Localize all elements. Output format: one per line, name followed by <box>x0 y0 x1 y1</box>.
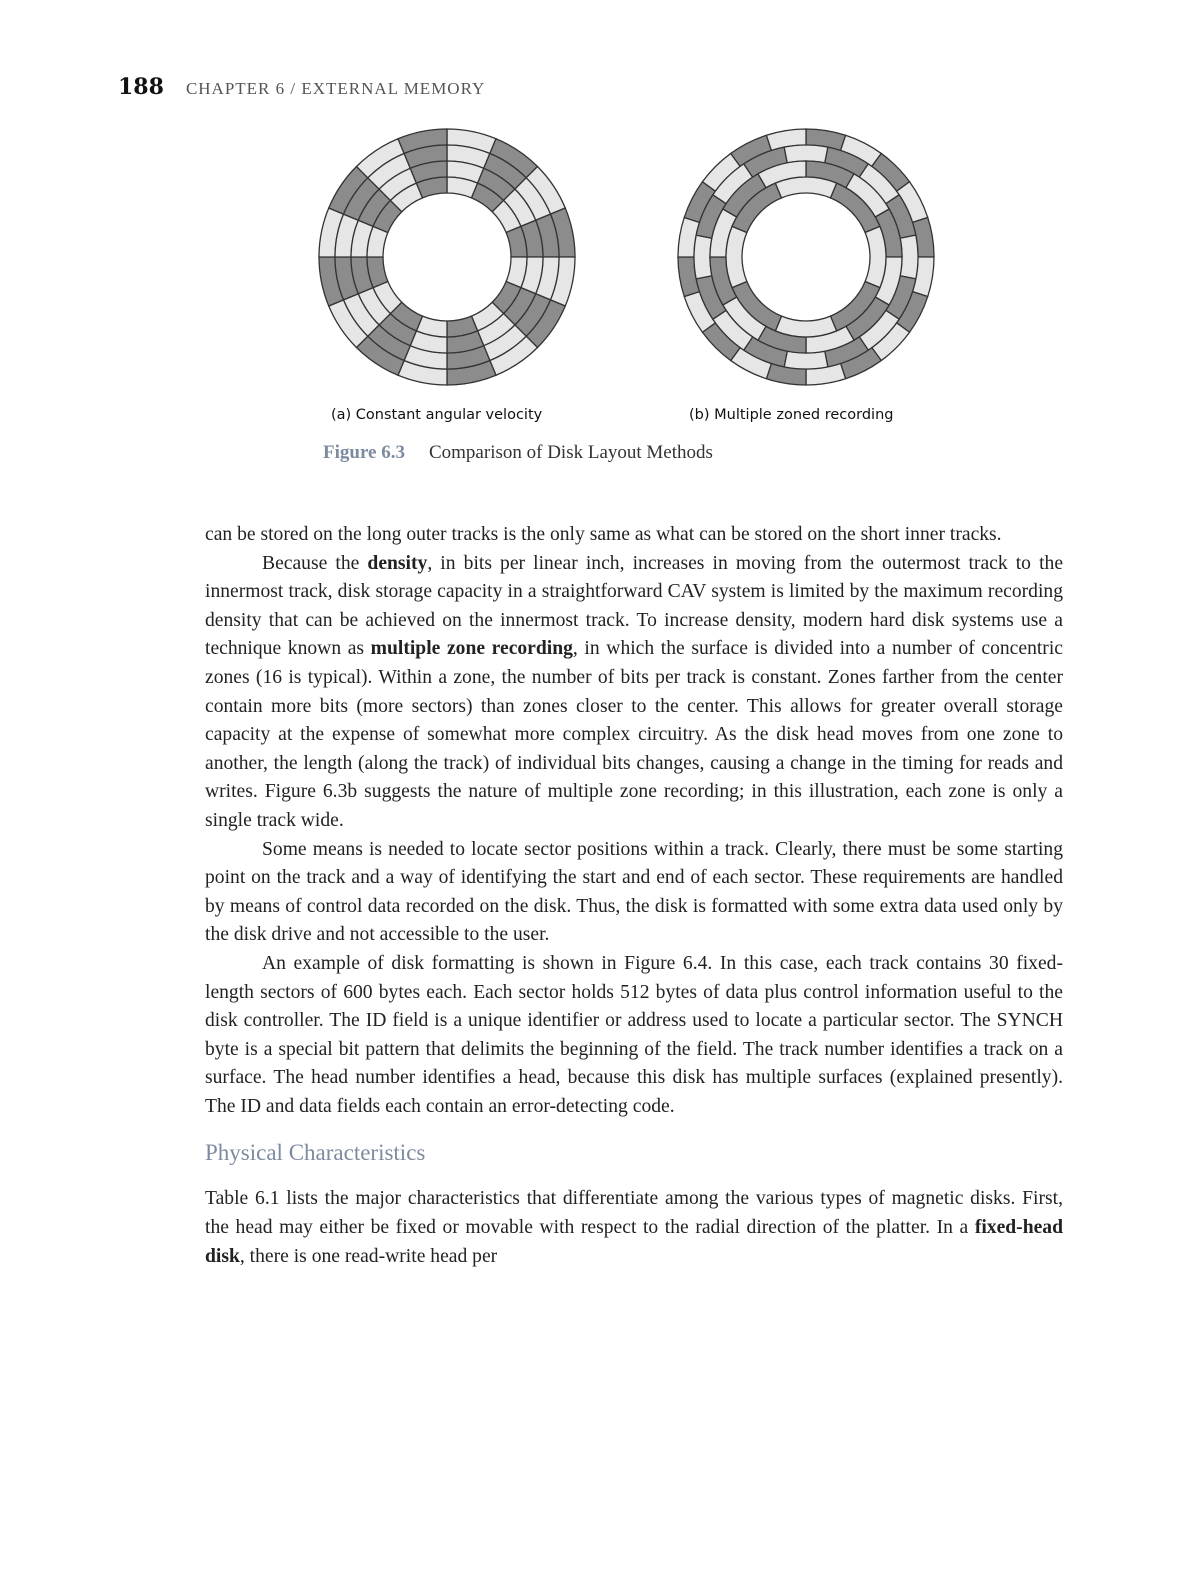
paragraph-2-start: Because the <box>262 552 368 574</box>
zoned-sector <box>784 145 828 163</box>
paragraph-5-start: Table 6.1 lists the major characteristics that differentiate among the various types of magnetic disks. First, the head may either be fixed or movable with respect to the radial direction of the platter. In a <box>205 1188 1063 1239</box>
term-density: density <box>367 552 428 574</box>
zoned-sector <box>726 226 747 287</box>
paragraph-5-end: , there is one read-write head per <box>239 1245 498 1267</box>
paragraph-2-end: , in which the surface is divided into a number of concentric zones (16 is typical). Within a zone, the number of bits per track is constant. Zones farther from the center contain more bits (more sectors) than zones closer to the center. This allows for greater overall storage capacity at the expense of somewhat more complex circuitry. As the disk head moves from one zone to another, the length (along the track) of individual bits changes, causing a change in the timing for reads and writes. Figure 6.3b suggests the nature of multiple zone recording; in this illustration, each zone is only a single track wide. <box>205 638 1063 831</box>
paragraph-1: can be stored on the long outer tracks is the only same as what can be stored on the short inner tracks. <box>205 524 1002 545</box>
zoned-sector <box>865 226 886 287</box>
zoned-sector <box>900 235 918 279</box>
page-number: 188 <box>118 74 164 100</box>
paragraph-4: An example of disk formatting is shown in Figure 6.4. In this case, each track contains 30 fixed-length sectors of 600 bytes each. Each sector holds 512 bytes of data plus control information useful to the disk controller. The ID field is a unique identifier or address used to locate a particular sector. The SYNCH byte is a special bit pattern that delimits the beginning of the field. The track number identifies a track on a surface. The head number identifies a head, because this disk has multiple surfaces (explained presently). The ID and data fields each contain an error-detecting code. <box>205 952 1063 1117</box>
chapter-title: CHAPTER 6 / EXTERNAL MEMORY <box>185 79 486 98</box>
zoned-sector <box>775 316 836 337</box>
zoned-sector <box>775 177 836 198</box>
figure-caption <box>323 442 713 464</box>
figure-label-b: (b) Multiple zoned recording <box>689 407 894 423</box>
figure-number: Figure 6.3 <box>323 442 405 463</box>
figure-6-3 <box>0 0 1200 480</box>
paragraph-5 <box>205 1185 1063 1271</box>
term-fixed-head-disk: fixed-head disk <box>205 1217 1063 1267</box>
figure-label-a: (a) Constant angular velocity <box>331 407 543 423</box>
paragraph-2-middle: , in bits per linear inch, increases in moving from the outermost track to the innermost track, disk storage capacity in a straightforward CAV system is limited by the maximum recording density that can be achieved on the innermost track. To increase density, modern hard disk systems use a technique known as <box>205 552 1064 660</box>
disk-zoned-diagram <box>677 128 935 386</box>
zoned-sector <box>784 351 828 369</box>
paragraph-2 <box>205 550 1063 836</box>
disk-cav-diagram <box>318 128 576 386</box>
section-heading: Physical Characteristics <box>205 1140 426 1166</box>
term-multiple-zone-recording: multiple zone recording <box>370 638 573 660</box>
figure-caption-text: Comparison of Disk Layout Methods <box>428 442 713 463</box>
zoned-sector <box>694 235 712 279</box>
paragraph-3: Some means is needed to locate sector positions within a track. Clearly, there must be some starting point on the track and a way of identifying the start and end of each sector. These requirements are handled by means of control data recorded on the disk. Thus, the disk is formatted with some extra data used only by the disk drive and not accessible to the user. <box>205 838 1063 946</box>
body-text <box>205 521 1063 1271</box>
